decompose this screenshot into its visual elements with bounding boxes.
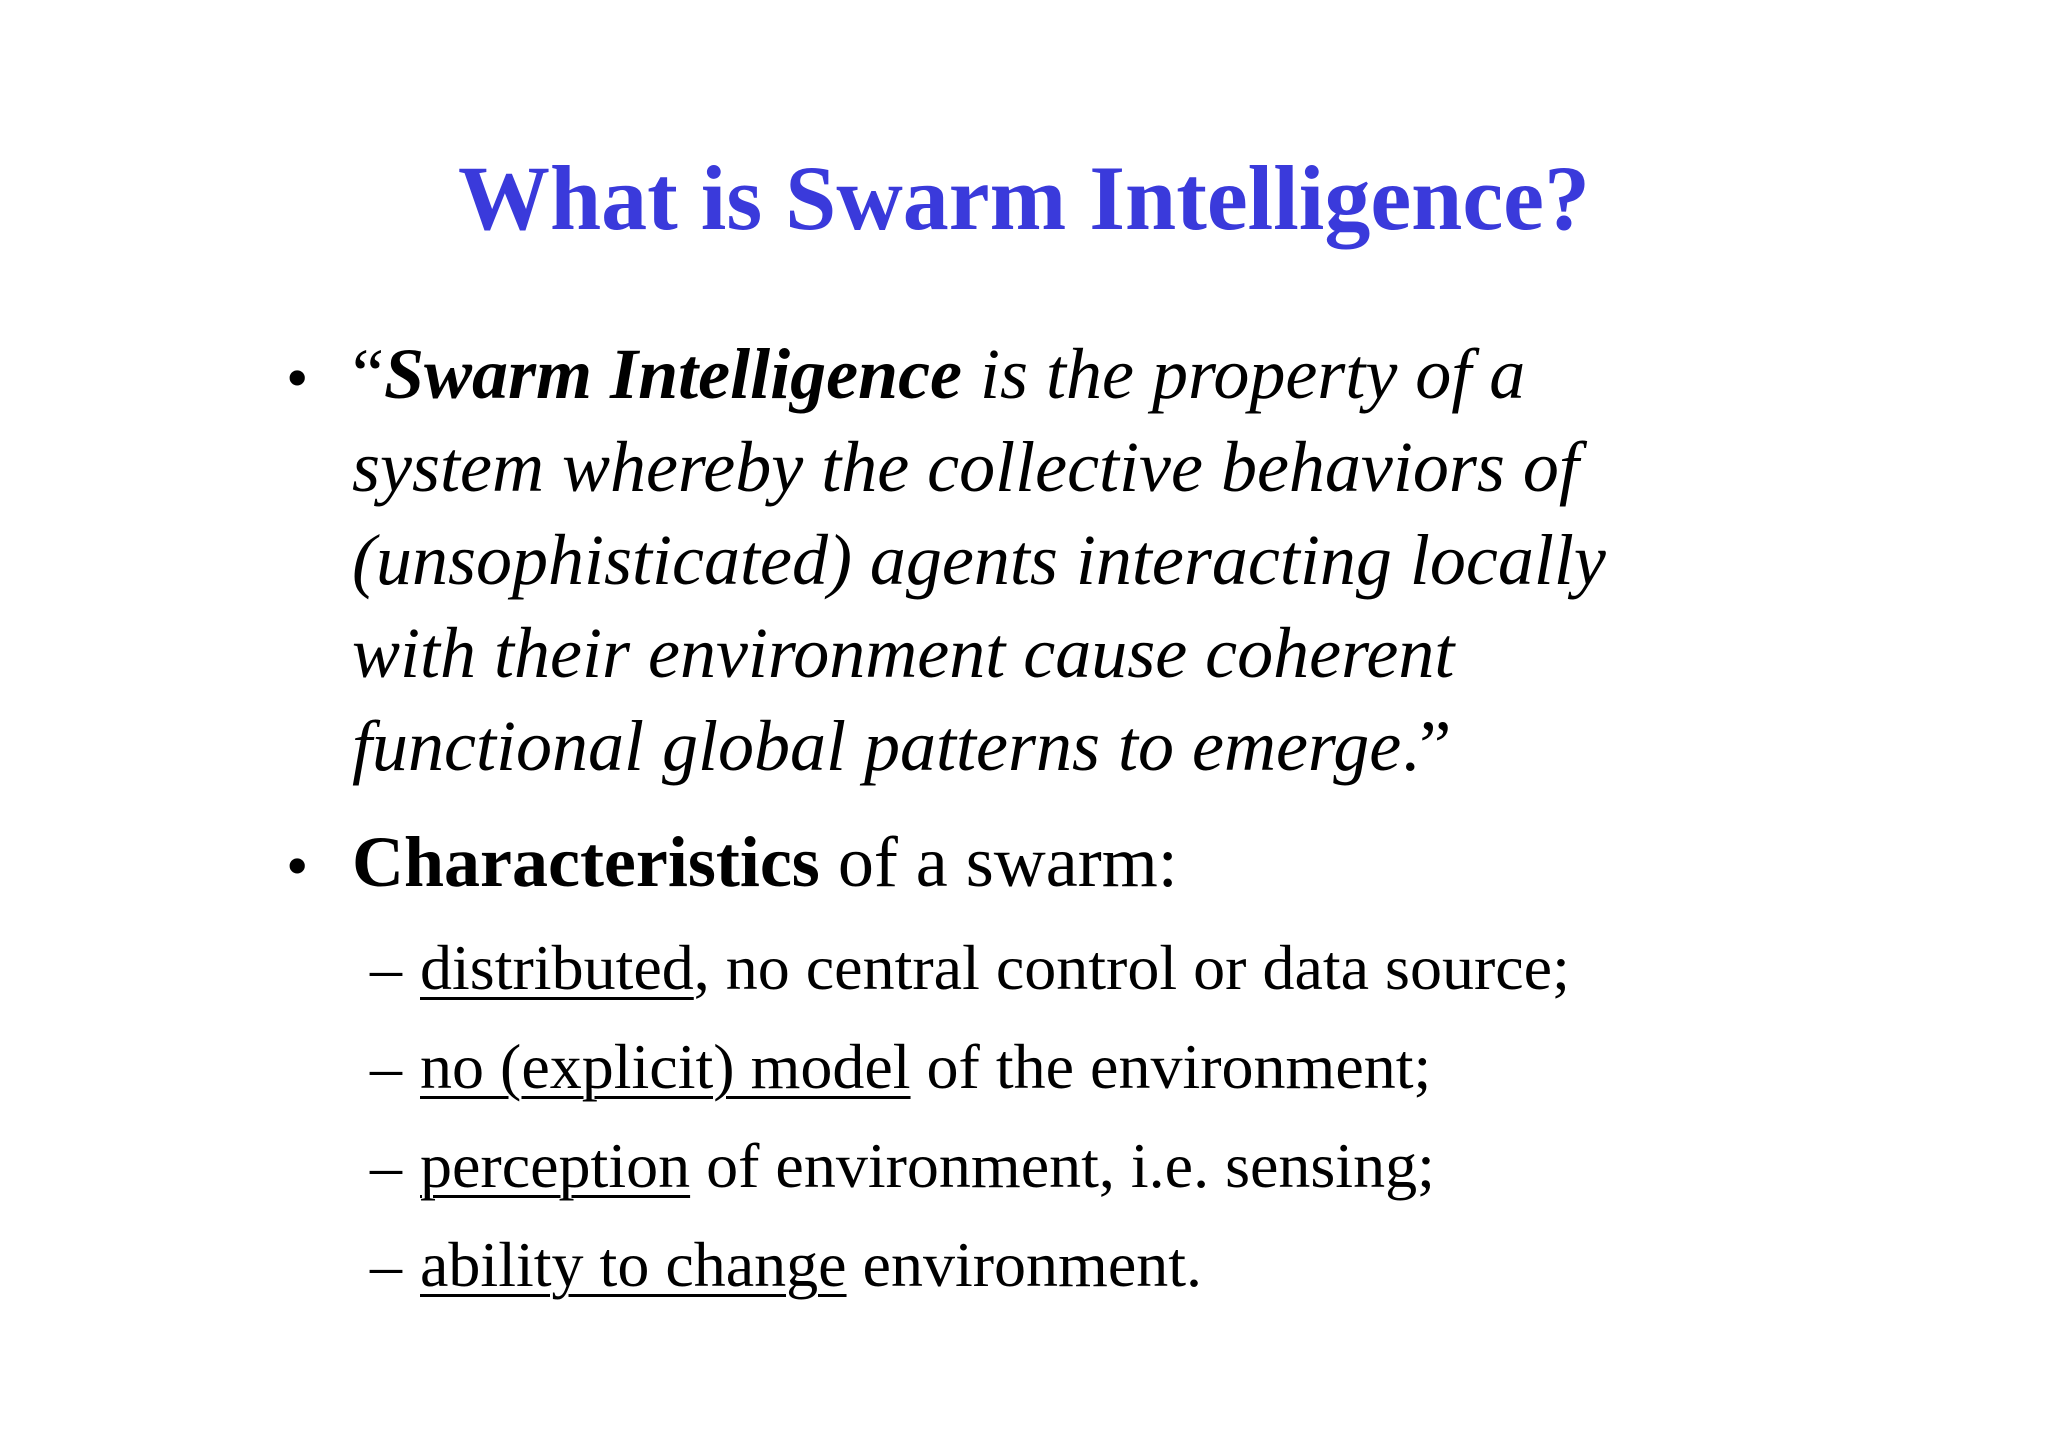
characteristics-heading: [352, 822, 1178, 902]
list-item: [370, 1031, 1432, 1102]
characteristics-bold: Characteristics: [352, 822, 820, 902]
bullet-dot: [286, 830, 309, 901]
item-emphasis: perception: [420, 1130, 691, 1201]
dash: –: [370, 1229, 402, 1300]
definition-line-4: with their environment cause coherent: [352, 613, 1455, 693]
item-rest: , no central control or data source;: [693, 932, 1570, 1003]
item-emphasis: ability to change: [420, 1229, 847, 1300]
characteristics-rest: of a swarm:: [819, 822, 1178, 902]
item-emphasis: distributed: [420, 932, 694, 1003]
open-quote: “: [352, 334, 384, 414]
item-rest: environment.: [846, 1229, 1202, 1300]
bullet-symbol: •: [286, 342, 309, 413]
bullet-dot: [286, 342, 309, 413]
item-rest: of the environment;: [910, 1031, 1432, 1102]
definition-line-1: [352, 334, 1526, 414]
item-rest: of environment, i.e. sensing;: [690, 1130, 1435, 1201]
list-item: [370, 932, 1570, 1003]
definition-term: Swarm Intelligence: [383, 334, 963, 414]
dash: –: [370, 1130, 402, 1201]
definition-line-5: [352, 706, 1452, 786]
dash: –: [370, 1031, 402, 1102]
dash: –: [370, 932, 402, 1003]
definition-line-3: (unsophisticated) agents interacting locally: [352, 520, 1606, 600]
close-quote: .”: [1401, 706, 1452, 786]
definition-line-2: system whereby the collective behaviors of: [352, 427, 1579, 507]
definition-line-1-rest: is the property of a: [962, 334, 1526, 414]
definition-line-5-text: functional global patterns to emerge: [352, 706, 1402, 786]
item-emphasis: no (explicit) model: [420, 1031, 911, 1102]
list-item: [370, 1229, 1202, 1300]
bullet-symbol: •: [286, 830, 309, 901]
slide-title: What is Swarm Intelligence?: [457, 147, 1591, 249]
list-item: [370, 1130, 1435, 1201]
